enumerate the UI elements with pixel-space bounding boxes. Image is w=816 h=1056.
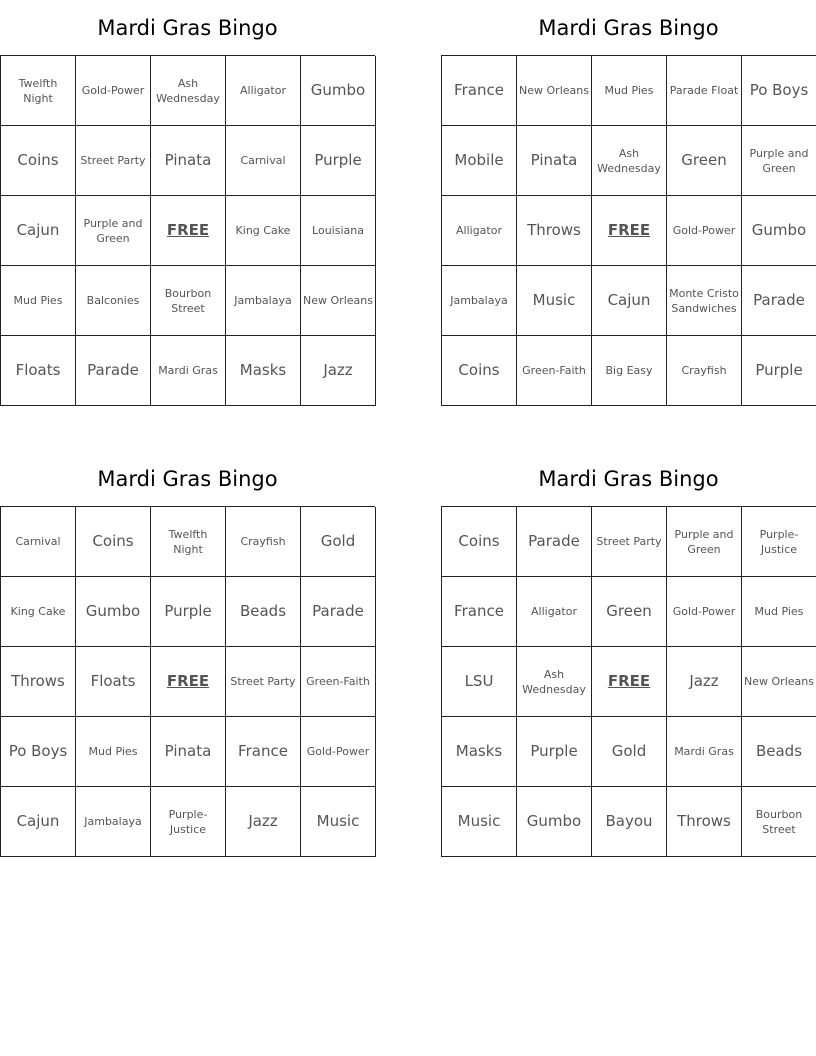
bingo-cell: Coins <box>442 336 517 406</box>
bingo-cell: King Cake <box>1 577 76 647</box>
bingo-cell: Coins <box>442 507 517 577</box>
bingo-cell: Beads <box>742 717 816 787</box>
bingo-cell: France <box>442 56 517 126</box>
bingo-grid <box>0 55 375 406</box>
bingo-cell: Jambalaya <box>226 266 301 336</box>
bingo-cell: New Orleans <box>517 56 592 126</box>
bingo-cell: Gold-Power <box>76 56 151 126</box>
bingo-cell: Coins <box>1 126 76 196</box>
bingo-grid <box>441 55 816 406</box>
bingo-cell: Street Party <box>592 507 667 577</box>
bingo-cell: France <box>442 577 517 647</box>
bingo-cell: Cajun <box>592 266 667 336</box>
bingo-card-1 <box>0 0 375 406</box>
bingo-cell: Throws <box>667 787 742 857</box>
bingo-cell: Big Easy <box>592 336 667 406</box>
bingo-cell: New Orleans <box>301 266 376 336</box>
bingo-cell: Po Boys <box>1 717 76 787</box>
bingo-cell: Masks <box>226 336 301 406</box>
bingo-cell: Twelfth Night <box>1 56 76 126</box>
bingo-cell: Green <box>667 126 742 196</box>
bingo-cell: Purple and Green <box>742 126 816 196</box>
bingo-cell: Bourbon Street <box>742 787 816 857</box>
bingo-cell: Purple and Green <box>76 196 151 266</box>
bingo-cell: Green-Faith <box>301 647 376 717</box>
bingo-cell: Gold-Power <box>667 196 742 266</box>
bingo-cell: Purple <box>517 717 592 787</box>
bingo-cell: Gumbo <box>742 196 816 266</box>
bingo-grid <box>441 506 816 857</box>
bingo-cell: Alligator <box>226 56 301 126</box>
bingo-cell: Purple <box>301 126 376 196</box>
bingo-cell: Jambalaya <box>76 787 151 857</box>
bingo-cell: Parade Float <box>667 56 742 126</box>
bingo-cell: Floats <box>1 336 76 406</box>
card-title: Mardi Gras Bingo <box>538 467 719 491</box>
free-space-cell: FREE <box>592 196 667 266</box>
bingo-cell: Louisiana <box>301 196 376 266</box>
bingo-cell: Gold <box>592 717 667 787</box>
bingo-cell: Pinata <box>151 126 226 196</box>
bingo-cell: Jazz <box>226 787 301 857</box>
bingo-cell: Pinata <box>151 717 226 787</box>
bingo-card-2 <box>441 0 816 406</box>
bingo-cell: Parade <box>742 266 816 336</box>
bingo-cell: Twelfth Night <box>151 507 226 577</box>
bingo-cell: Throws <box>517 196 592 266</box>
bingo-cell: Parade <box>76 336 151 406</box>
bingo-cell: Street Party <box>76 126 151 196</box>
bingo-cell: Purple-Justice <box>742 507 816 577</box>
bingo-card-3 <box>0 451 375 857</box>
bingo-cell: Masks <box>442 717 517 787</box>
bingo-cell: Balconies <box>76 266 151 336</box>
bingo-cell: Purple <box>742 336 816 406</box>
bingo-cell: Gumbo <box>76 577 151 647</box>
bingo-cell: Beads <box>226 577 301 647</box>
bingo-cell: Mud Pies <box>742 577 816 647</box>
bingo-cell: Throws <box>1 647 76 717</box>
bingo-cell: Carnival <box>1 507 76 577</box>
free-space-cell: FREE <box>151 647 226 717</box>
bingo-cell: LSU <box>442 647 517 717</box>
free-space-cell: FREE <box>592 647 667 717</box>
bingo-cell: New Orleans <box>742 647 816 717</box>
bingo-cell: Music <box>517 266 592 336</box>
bingo-cell: Ash Wednesday <box>151 56 226 126</box>
bingo-cell: Monte Cristo Sandwiches <box>667 266 742 336</box>
card-title: Mardi Gras Bingo <box>97 16 278 40</box>
free-space-cell: FREE <box>151 196 226 266</box>
bingo-cell: Ash Wednesday <box>592 126 667 196</box>
bingo-cell: Alligator <box>517 577 592 647</box>
bingo-cell: Mud Pies <box>1 266 76 336</box>
bingo-cell: Music <box>301 787 376 857</box>
bingo-cell: Mud Pies <box>592 56 667 126</box>
bingo-card-4 <box>441 451 816 857</box>
bingo-cell: Gold <box>301 507 376 577</box>
bingo-cell: Parade <box>517 507 592 577</box>
bingo-cell: France <box>226 717 301 787</box>
card-title: Mardi Gras Bingo <box>538 16 719 40</box>
bingo-cell: Music <box>442 787 517 857</box>
bingo-cell: Green-Faith <box>517 336 592 406</box>
bingo-cell: Gumbo <box>301 56 376 126</box>
bingo-cell: Floats <box>76 647 151 717</box>
bingo-cell: Jazz <box>667 647 742 717</box>
card-title: Mardi Gras Bingo <box>97 467 278 491</box>
bingo-cell: Pinata <box>517 126 592 196</box>
bingo-cell: Mardi Gras <box>151 336 226 406</box>
bingo-cell: Gumbo <box>517 787 592 857</box>
bingo-cell: Mud Pies <box>76 717 151 787</box>
bingo-cell: Cajun <box>1 196 76 266</box>
bingo-cell: Cajun <box>1 787 76 857</box>
bingo-cell: Coins <box>76 507 151 577</box>
bingo-cell: Ash Wednesday <box>517 647 592 717</box>
bingo-cell: Gold-Power <box>667 577 742 647</box>
bingo-cell: Bayou <box>592 787 667 857</box>
bingo-cell: Green <box>592 577 667 647</box>
bingo-cell: Carnival <box>226 126 301 196</box>
bingo-cell: Bourbon Street <box>151 266 226 336</box>
bingo-cell: Alligator <box>442 196 517 266</box>
bingo-cell: Jambalaya <box>442 266 517 336</box>
bingo-cell: King Cake <box>226 196 301 266</box>
bingo-cell: Po Boys <box>742 56 816 126</box>
bingo-cell: Purple and Green <box>667 507 742 577</box>
bingo-cell: Purple-Justice <box>151 787 226 857</box>
bingo-cell: Street Party <box>226 647 301 717</box>
bingo-cell: Gold-Power <box>301 717 376 787</box>
bingo-cell: Parade <box>301 577 376 647</box>
bingo-cell: Crayfish <box>667 336 742 406</box>
bingo-cell: Jazz <box>301 336 376 406</box>
bingo-cell: Crayfish <box>226 507 301 577</box>
bingo-cell: Mardi Gras <box>667 717 742 787</box>
bingo-grid <box>0 506 375 857</box>
bingo-cell: Mobile <box>442 126 517 196</box>
bingo-cell: Purple <box>151 577 226 647</box>
